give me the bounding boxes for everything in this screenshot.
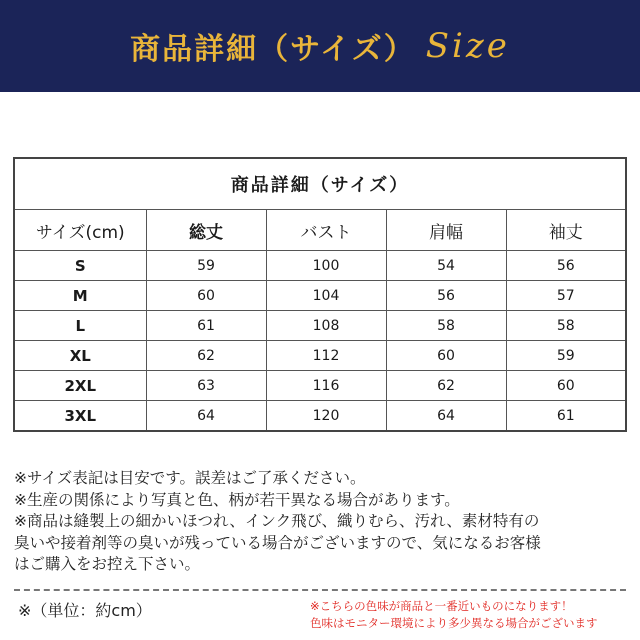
table-cell: 62	[386, 371, 506, 401]
table-cell: 60	[506, 371, 626, 401]
table-row	[14, 251, 626, 281]
unit-note: ※（単位：約cm）	[18, 601, 152, 620]
table-cell: 60	[146, 281, 266, 311]
banner-title: 商品詳細（サイズ）	[130, 32, 416, 67]
table-cell: 100	[266, 251, 386, 281]
table-cell: 60	[386, 341, 506, 371]
table-cell: 56	[506, 251, 626, 281]
table-cell: 64	[386, 401, 506, 432]
table-cell: 64	[146, 401, 266, 432]
size-cell: XL	[14, 341, 146, 371]
notes-block	[14, 468, 634, 576]
table-row	[14, 311, 626, 341]
table-header-row	[14, 210, 626, 251]
table-cell: 58	[506, 311, 626, 341]
table-cell: 61	[506, 401, 626, 432]
color-note-line: 色味はモニター環境により多少異なる場合がございます	[310, 616, 598, 630]
table-cell: 116	[266, 371, 386, 401]
size-cell: L	[14, 311, 146, 341]
header-bust: バスト	[266, 210, 386, 251]
table-cell: 104	[266, 281, 386, 311]
header-sleeve: 袖丈	[506, 210, 626, 251]
table-cell: 108	[266, 311, 386, 341]
table-cell: 54	[386, 251, 506, 281]
table-cell: 112	[266, 341, 386, 371]
note-line: ※商品は縫製上の細かいほつれ、インク飛び、織りむら、汚れ、素材特有の	[14, 512, 540, 530]
header-shoulder: 肩幅	[386, 210, 506, 251]
table-row	[14, 341, 626, 371]
note-line: はご購入をお控え下さい。	[14, 555, 201, 573]
table-cell: 57	[506, 281, 626, 311]
table-cell: 63	[146, 371, 266, 401]
note-line: ※生産の関係により写真と色、柄が若干異なる場合があります。	[14, 490, 460, 509]
size-cell: S	[14, 251, 146, 281]
table-cell: 58	[386, 311, 506, 341]
size-cell: 3XL	[14, 401, 146, 432]
table-cell: 61	[146, 311, 266, 341]
header-length: 総丈	[146, 210, 266, 251]
table-cell: 59	[146, 251, 266, 281]
table-cell: 62	[146, 341, 266, 371]
color-note	[310, 598, 630, 632]
size-cell: M	[14, 281, 146, 311]
header-size: サイズ(cm)	[14, 210, 146, 251]
table-caption: 商品詳細（サイズ）	[14, 158, 626, 210]
table-row	[14, 371, 626, 401]
table-row	[14, 281, 626, 311]
table-cell: 59	[506, 341, 626, 371]
note-line: ※サイズ表記は目安です。誤差はご了承ください。	[14, 469, 366, 487]
banner-script-label: Size	[425, 26, 510, 66]
title-banner	[0, 0, 640, 92]
note-line: 臭いや接着剤等の臭いが残っている場合がございますので、気になるお客様	[14, 533, 541, 552]
table-cell: 120	[266, 401, 386, 432]
dashed-divider	[14, 589, 626, 591]
table-caption-row	[14, 158, 626, 210]
table-row	[14, 401, 626, 432]
table-cell: 56	[386, 281, 506, 311]
color-note-line: ※こちらの色味が商品と一番近いものになります！	[310, 599, 573, 613]
size-cell: 2XL	[14, 371, 146, 401]
size-table	[13, 157, 627, 432]
